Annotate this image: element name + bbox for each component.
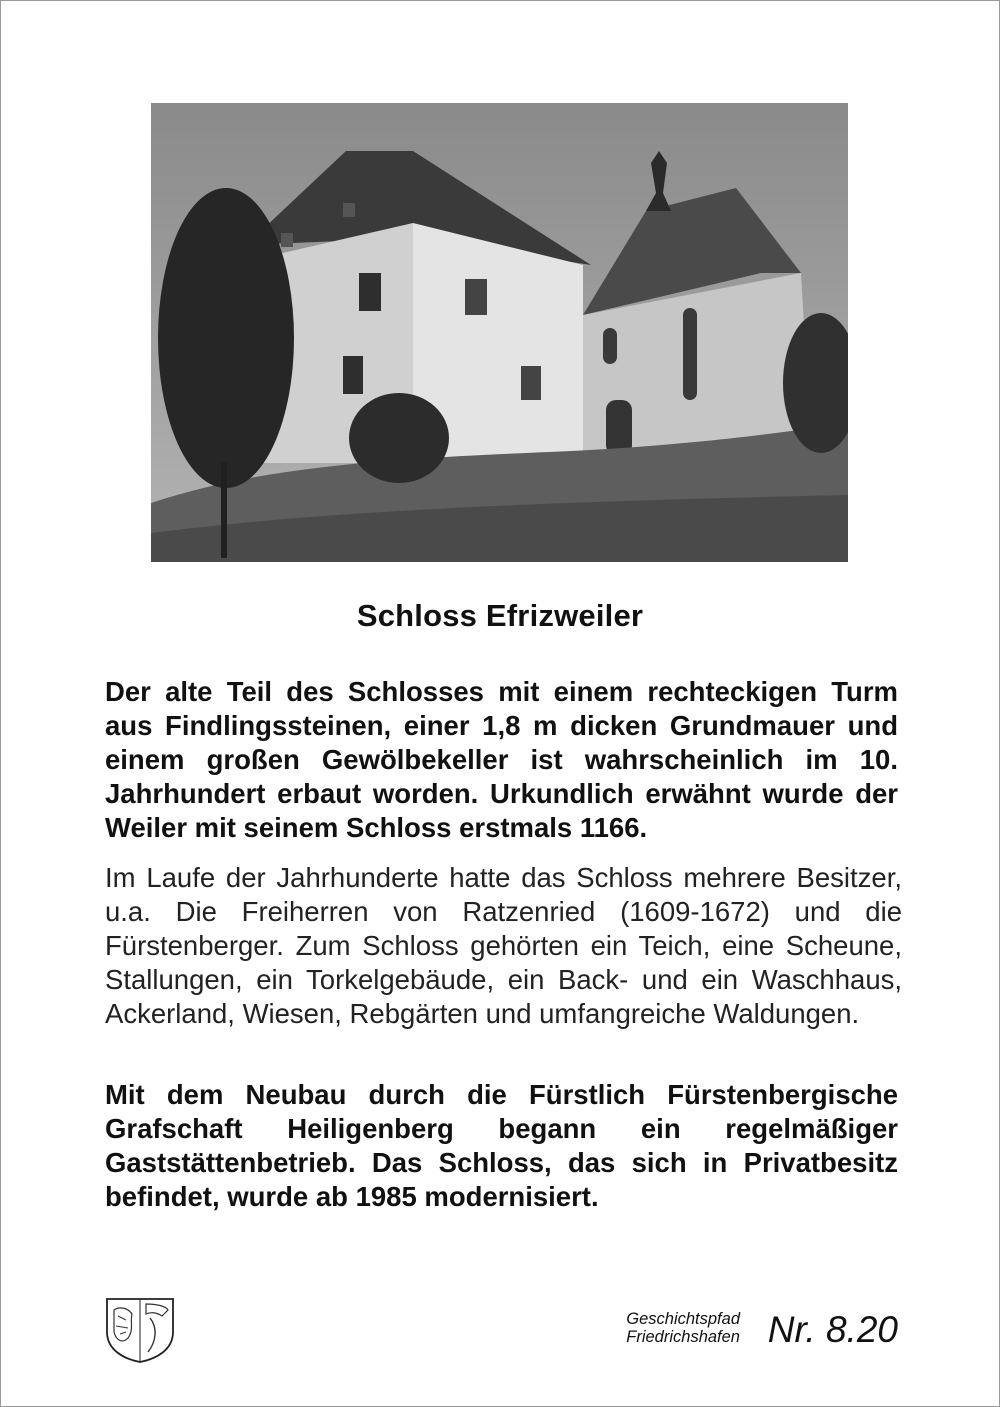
paragraph-modern: Mit dem Neubau durch die Fürstlich Fürstenbergische Grafschaft Heiligenberg begann ein regelmäßiger Gaststättenbetrieb. Das Schloss, das sich in Privatbesitz befindet, wurde ab 1985 modernisiert. bbox=[105, 1079, 898, 1212]
castle-photo bbox=[151, 103, 848, 562]
trail-name-line1: Geschichtspfad bbox=[626, 1310, 740, 1328]
coat-of-arms-icon bbox=[104, 1296, 176, 1364]
trail-name bbox=[560, 1310, 740, 1346]
paragraph-owners: Im Laufe der Jahrhunderte hatte das Schloss mehrere Besitzer, u.a. Die Freiherren von Ratzenried (1609-1672) und die Fürstenberger. Zum Schloss gehörten ein Teich, eine Scheune, Stallungen, ein Torkelgebäude, ein Back- und ein Waschhaus, Ackerland, Wiesen, Rebgärten und umfangreiche Waldungen. bbox=[105, 862, 902, 1029]
station-number: Nr. 8.20 bbox=[767, 1309, 898, 1350]
page-title: Schloss Efrizweiler bbox=[356, 598, 644, 633]
paragraph-history: Der alte Teil des Schlosses mit einem rechteckigen Turm aus Findlingssteinen, einer 1,8 m dicken Grundmauer und einem großen Gewölbekeller ist wahrscheinlich im 10. Jahrhundert erbaut worden. Urkundlich erwähnt wurde der Weiler mit seinem Schloss erstmals 1166. bbox=[105, 676, 898, 843]
trail-name-line2: Friedrichshafen bbox=[626, 1328, 740, 1346]
